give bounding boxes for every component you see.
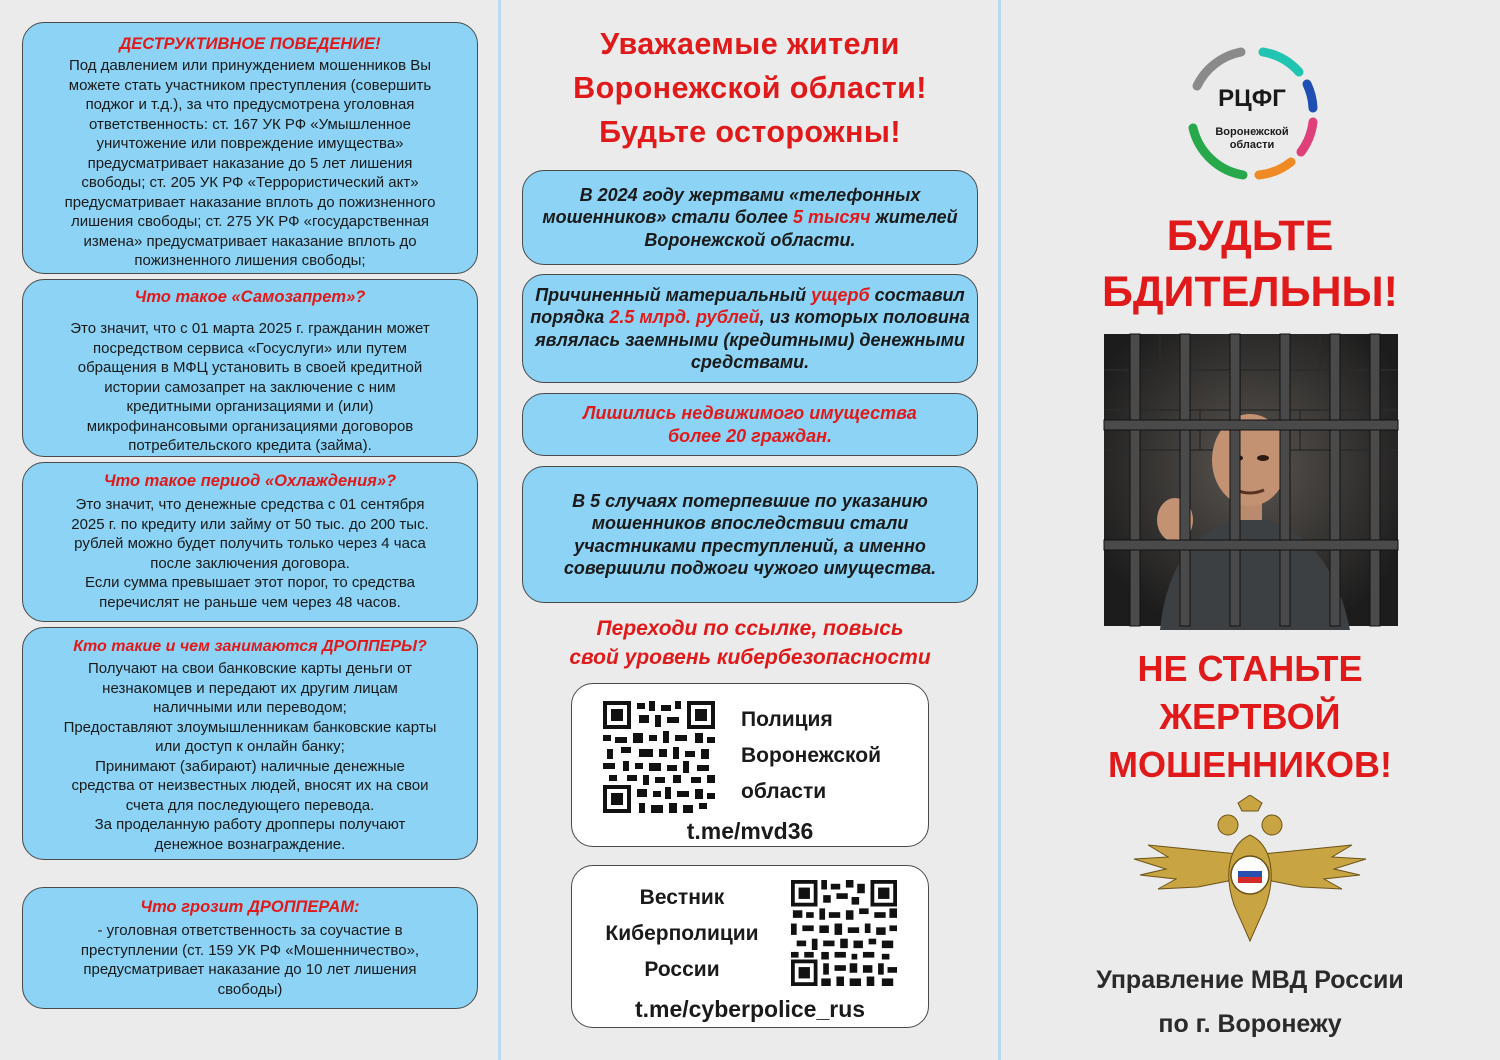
qr-caption [741, 702, 881, 810]
stat-text: Лишились недвижимого имущества более 20 граждан. [583, 403, 917, 446]
headline-line: МОШЕННИКОВ! [1107, 744, 1392, 785]
left-panel [0, 0, 500, 1060]
stat-text-part: В 2024 году жертвами «телефонных мошенников» стали более [542, 184, 921, 228]
qr-url-link[interactable]: t.me/mvd36 [686, 818, 814, 844]
mvd-double-headed-eagle-emblem [1128, 795, 1372, 943]
qr-code-icon[interactable] [603, 701, 715, 813]
main-title [502, 22, 998, 154]
link-text-line: свой уровень кибербезопасности [569, 646, 931, 669]
box-heading: ДЕСТРУКТИВНОЕ ПОВЕДЕНИЕ! [119, 35, 381, 53]
right-panel [1000, 0, 1500, 1060]
qr-caption-line: Воронежской [741, 744, 881, 767]
box-text: Это значит, что денежные средства с 01 сентября 2025 г. по кредиту или займу от 50 тыс. до 200 тыс. рублей можно будет получить только через 4 часа после заключения договора. Если сумма превышает этот порог, то средства перечислят не раньше чем через 48 часов. [71, 496, 429, 611]
link-text-line: Переходи по ссылке, повысь [596, 617, 904, 640]
qr-caption-line: Полиция [741, 708, 833, 731]
box-text: Под давлением или принуждением мошенников Вы можете стать участником преступления (совершить поджог и т.д.), за что предусмотрена уголовная ответственность: ст. 167 УК РФ «Умышленное уничтожение или повреждение имущества» предусматривает наказание до 5 лет лишения свободы; ст. 205 УК РФ «Террористический акт» предусматривает наказание вплоть до пожизненного лишения свободы; ст. 275 УК РФ «государственная измена» предусматривает наказание вплоть до пожизненного лишения свободы; [64, 57, 436, 269]
headline-line: БДИТЕЛЬНЫ! [1102, 268, 1398, 316]
headline-line: НЕ СТАНЬТЕ [1137, 648, 1363, 689]
organization-line: Управление МВД России [1096, 966, 1404, 994]
fold-line [498, 0, 501, 1060]
main-title-line: Уважаемые жители [600, 27, 900, 61]
qr-code-icon[interactable] [791, 880, 897, 986]
organization-line: по г. Воронежу [1158, 1010, 1342, 1038]
stat-text-part: составил порядка [530, 284, 965, 327]
box-heading: Что такое «Самозапрет»? [134, 288, 366, 306]
qr-card-cyberpolice[interactable] [571, 865, 929, 1028]
stat-box-crimes [522, 466, 978, 603]
stat-text: В 5 случаях потерпевшие по указанию мошенников впоследствии стали участниками преступлений, а именно совершили поджоги чужого имущества. [563, 490, 937, 578]
logo-subtitle: области [1229, 139, 1275, 151]
qr-caption-line: России [644, 958, 720, 981]
link-call-to-action [502, 614, 998, 672]
stat-text-part: жителей Воронежской области. [644, 207, 958, 250]
stat-highlight: 5 тысяч [792, 207, 871, 228]
stat-text-part: Причиненный материальный [535, 284, 812, 305]
box-text: Получают на свои банковские карты деньги от незнакомцев и передают их другим лицам наличными или переводом; Предоставляют злоумышленникам банковские карты или доступ к онлайн банку; Принимают (забирают) наличные денежные средства от неизвестных людей, вносят их на свои счета для последующего перевода. За проделанную работу дропперы получают денежное вознаграждение. [63, 660, 437, 853]
qr-caption-line: Киберполиции [605, 922, 759, 945]
headline-be-vigilant [1000, 208, 1500, 320]
box-text: - уголовная ответственность за соучастие в преступлении (ст. 159 УК РФ «Мошенничество», предусматривает наказание до 10 лет лишения свободы) [80, 922, 420, 998]
qr-caption-line: Вестник [639, 886, 725, 909]
stat-box-victims [522, 170, 978, 265]
stat-text-part: , из которых половина являлась заемными (кредитными) денежными средствами. [535, 307, 970, 372]
box-heading: Что такое период «Охлаждения»? [103, 472, 397, 490]
info-box-droppers [22, 627, 478, 860]
qr-url-link[interactable]: t.me/cyberpolice_rus [634, 996, 866, 1022]
logo-abbr: РЦФГ [1218, 85, 1286, 112]
info-box-destructive [22, 22, 478, 274]
box-heading: Что грозит ДРОППЕРАМ: [140, 898, 360, 916]
qr-card-police[interactable] [571, 683, 929, 847]
box-heading: Кто такие и чем занимаются ДРОППЕРЫ? [73, 638, 427, 655]
info-box-cooling-period [22, 462, 478, 622]
logo-subtitle: Воронежской [1215, 126, 1289, 138]
stat-box-property [522, 393, 978, 456]
info-box-self-ban [22, 279, 478, 457]
box-text: Это значит, что с 01 марта 2025 г. гражданин может посредством сервиса «Госуслуги» или путем обращения в МФЦ установить в своей кредитной истории самозапрет на заключение с ним кредитными организациями и (или) микрофинансовыми организациями договоров потребительского кредита (займа). [70, 320, 430, 454]
headline-line: БУДЬТЕ [1166, 212, 1334, 260]
rcfg-logo-icon [1175, 36, 1329, 190]
stat-text [529, 284, 971, 374]
prisoner-behind-bars-image [1100, 330, 1402, 630]
qr-caption-line: области [741, 780, 827, 803]
stat-highlight: ущерб [811, 284, 870, 305]
middle-panel [502, 0, 998, 1060]
organization-name [1000, 958, 1500, 1046]
stat-text [529, 184, 971, 252]
qr-caption [590, 880, 774, 988]
info-box-dropper-penalty [22, 887, 478, 1009]
main-title-line: Воронежской области! [573, 71, 927, 105]
stat-box-damage [522, 274, 978, 383]
headline-line: ЖЕРТВОЙ [1159, 696, 1341, 737]
headline-dont-become-victim [1000, 645, 1500, 789]
main-title-line: Будьте осторожны! [599, 115, 901, 149]
stat-highlight: 2.5 млрд. рублей [609, 307, 760, 327]
